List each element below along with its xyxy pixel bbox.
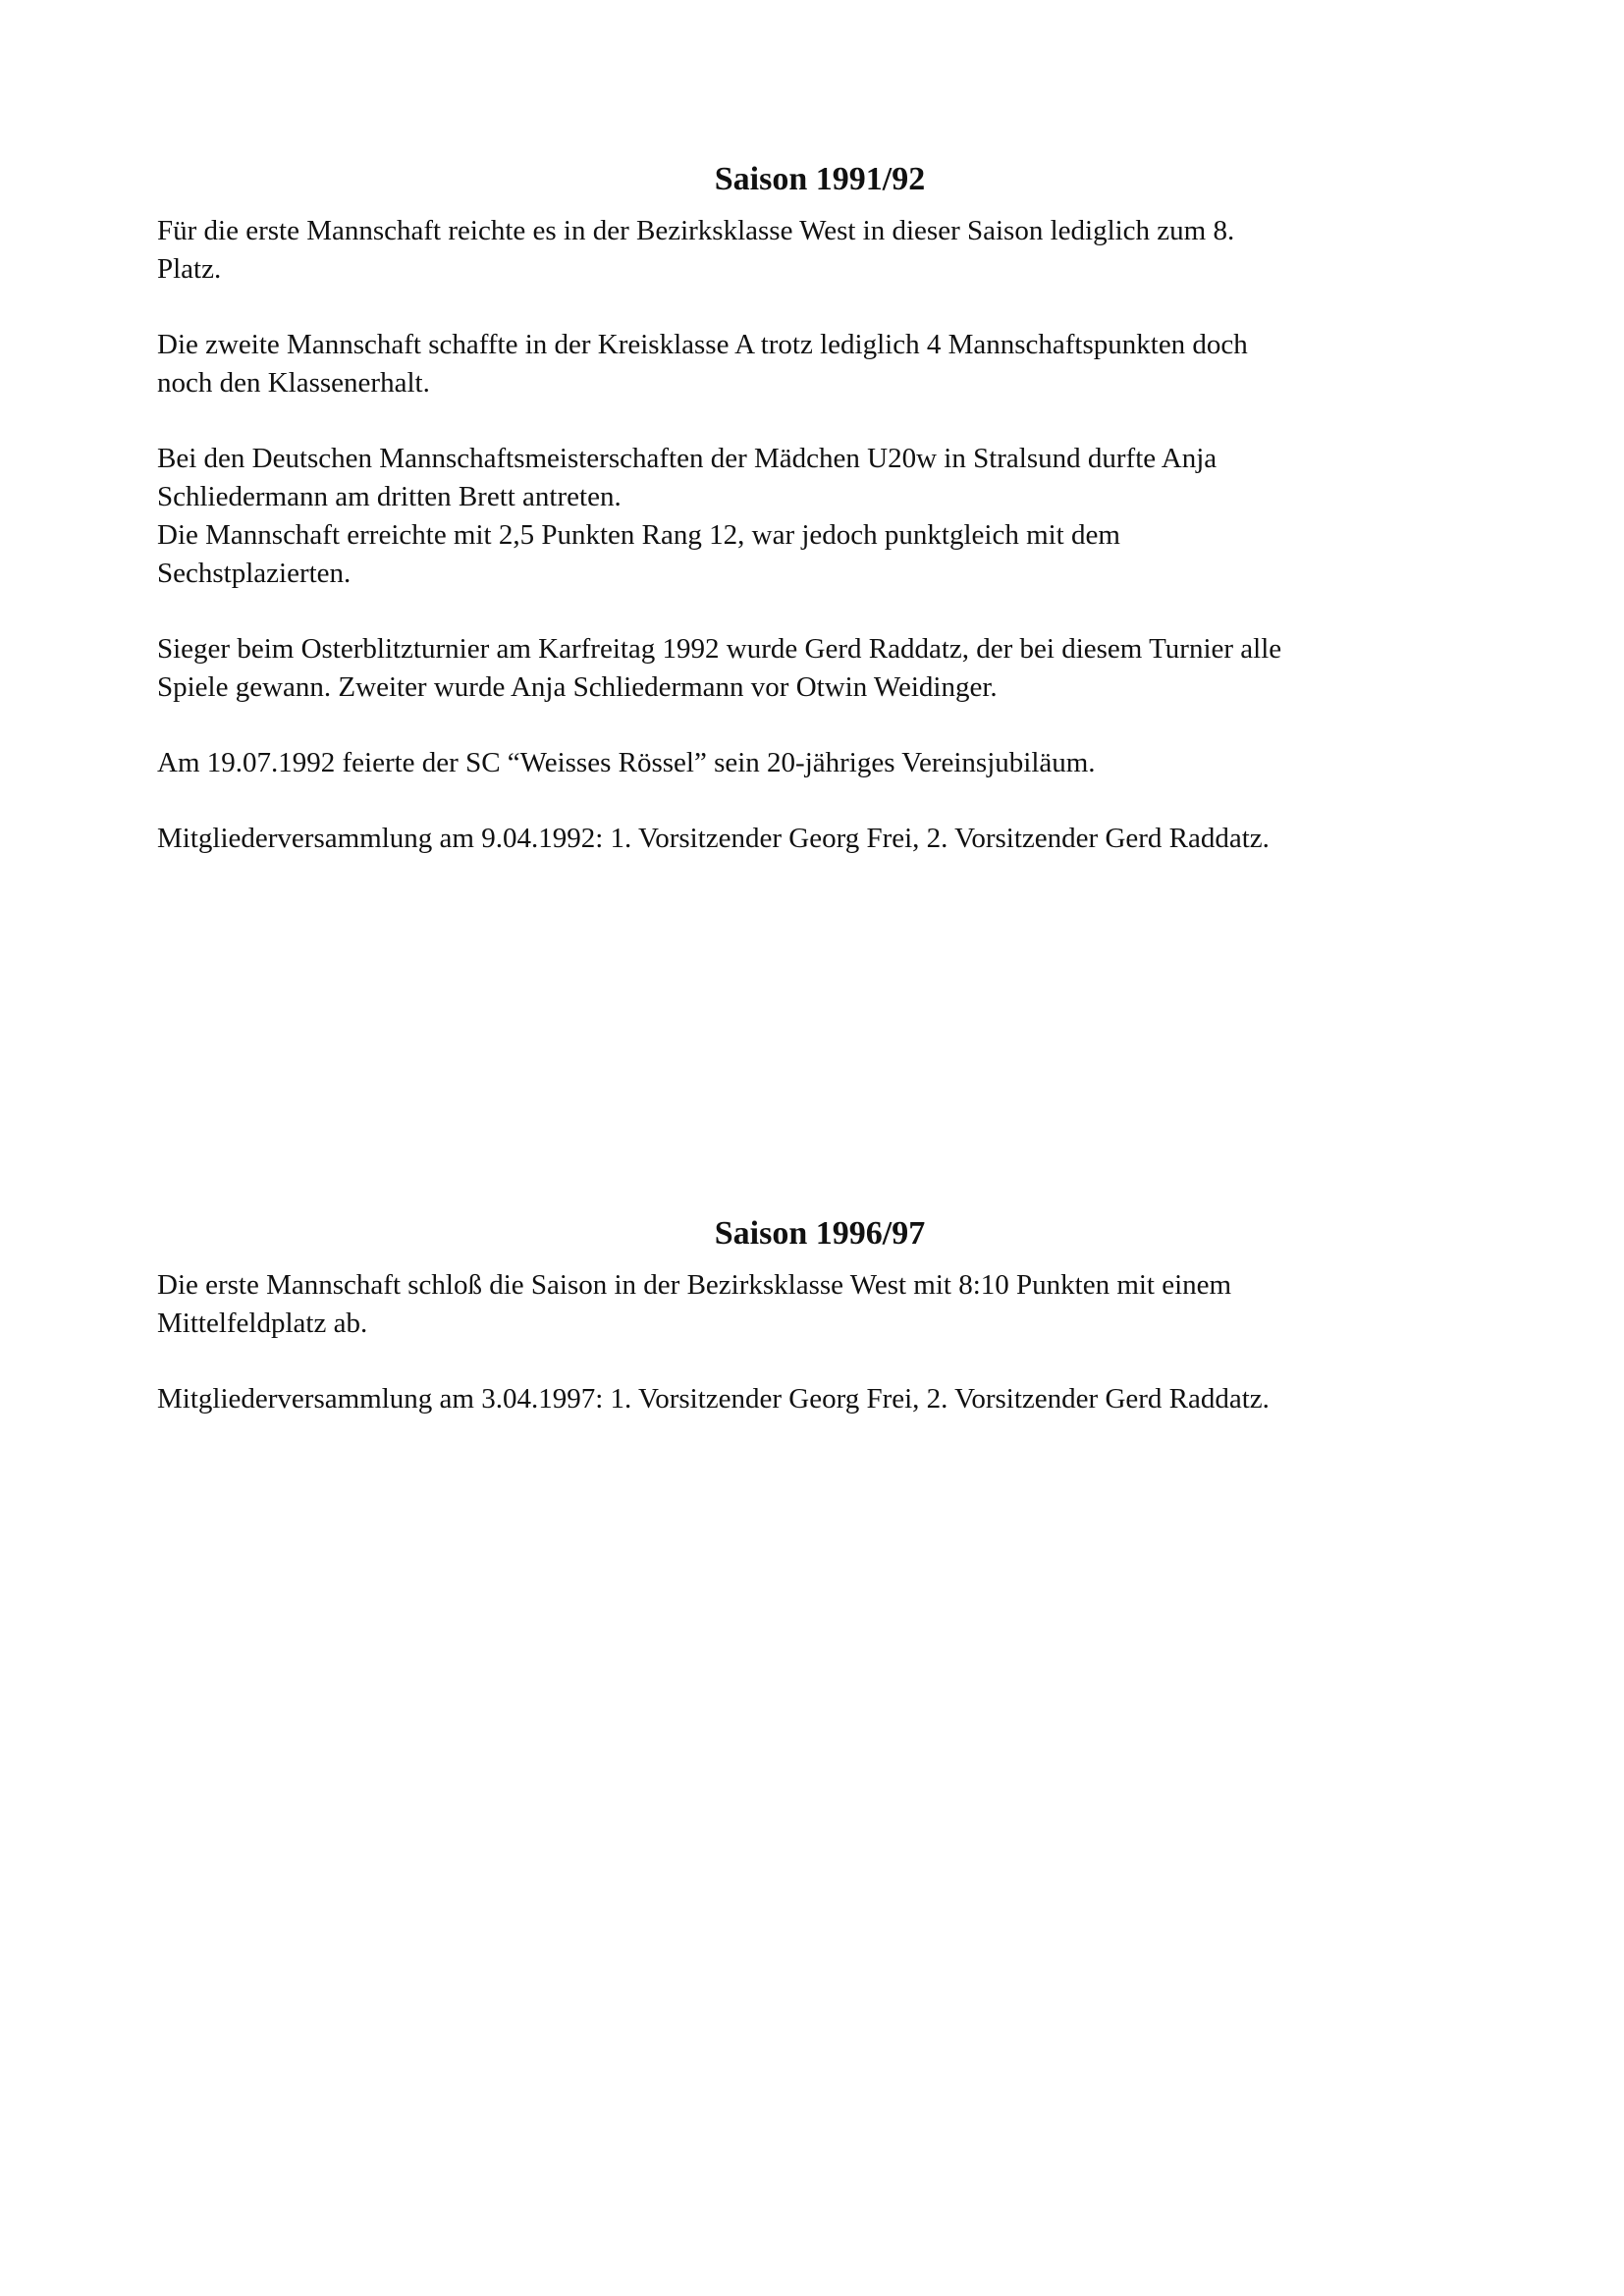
text-line: Die Mannschaft erreichte mit 2,5 Punkten Rang 12, war jedoch punktgleich mit dem [157,519,1120,551]
text-line: Schliedermann am dritten Brett antreten. [157,481,622,512]
text-line: Bei den Deutschen Mannschaftsmeisterschaften der Mädchen U20w in Stralsund durfte Anja [157,443,1218,474]
paragraph [157,440,1473,593]
section-title: Saison 1991/92 [714,161,926,197]
text-line: Die erste Mannschaft schloß die Saison in der Bezirksklasse West mit 8:10 Punkten mit einem [157,1269,1232,1301]
section-saison-1991-92 [157,155,1473,858]
paragraph [157,326,1473,402]
text-line: Mitgliederversammlung am 9.04.1992: 1. Vorsitzender Georg Frei, 2. Vorsitzender Gerd Raddatz. [157,823,1270,854]
text-line: Die zweite Mannschaft schaffte in der Kreisklasse A trotz lediglich 4 Mannschaftspunkten doch [157,329,1248,360]
paragraph [157,820,1473,858]
paragraph [157,1380,1473,1418]
text-line: Sechstplazierten. [157,558,352,589]
paragraph [157,212,1473,289]
text-line: Für die erste Mannschaft reichte es in der Bezirksklasse West in dieser Saison lediglich zum 8. [157,215,1235,246]
section-saison-1996-97 [157,1209,1473,1418]
text-line: Spiele gewann. Zweiter wurde Anja Schliedermann vor Otwin Weidinger. [157,671,998,703]
text-line: Am 19.07.1992 feierte der SC “Weisses Rössel” sein 20-jähriges Vereinsjubiläum. [157,747,1096,778]
text-line: Platz. [157,253,222,285]
paragraph [157,630,1473,707]
text-line: noch den Klassenerhalt. [157,367,430,399]
text-line: Mittelfeldplatz ab. [157,1308,368,1339]
text-line: Mitgliederversammlung am 3.04.1997: 1. Vorsitzender Georg Frei, 2. Vorsitzender Gerd Raddatz. [157,1383,1270,1415]
text-line: Sieger beim Osterblitzturnier am Karfreitag 1992 wurde Gerd Raddatz, der bei diesem Turnier alle [157,633,1282,665]
paragraph [157,744,1473,782]
section-title: Saison 1996/97 [714,1215,926,1252]
paragraph [157,1266,1473,1343]
